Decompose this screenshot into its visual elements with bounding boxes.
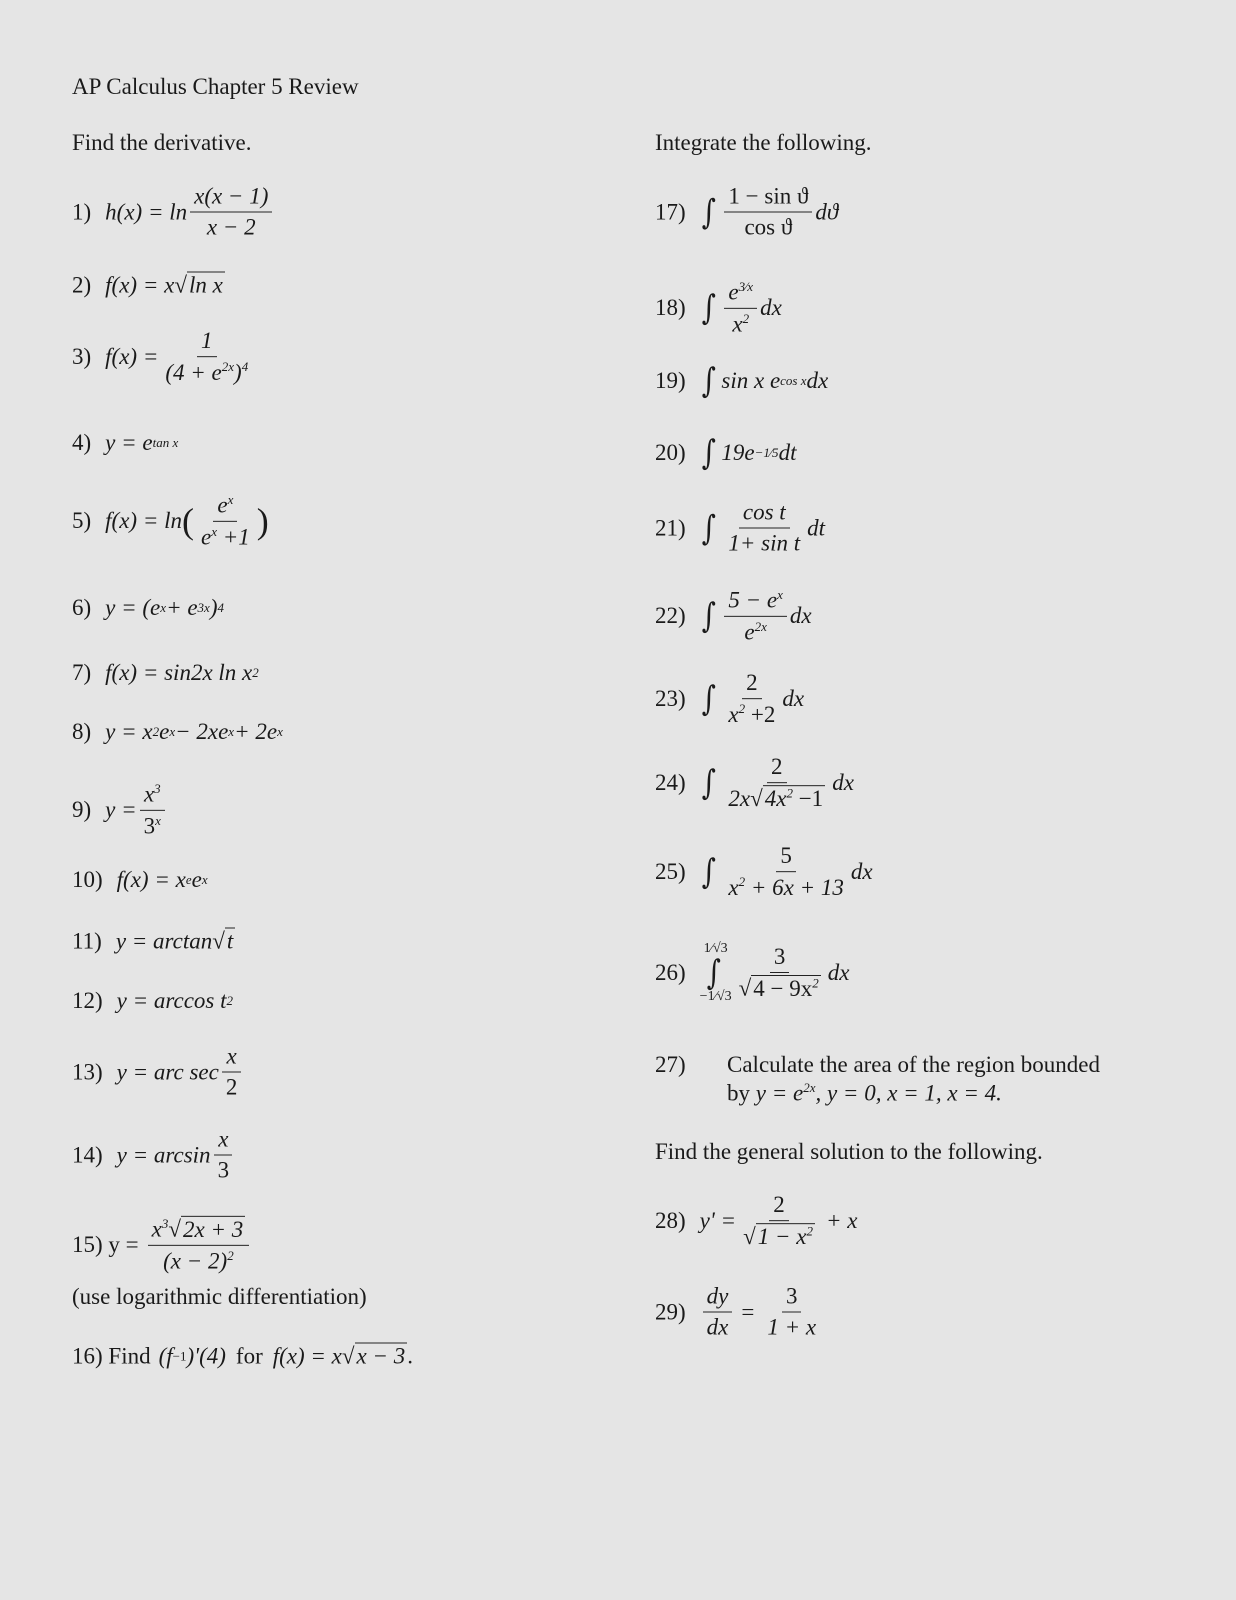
problem-number: 28) [655, 1208, 686, 1233]
d-end: +2 [745, 701, 776, 727]
paren: ) [234, 359, 242, 385]
denominator [724, 872, 847, 901]
expr: f(x) = [105, 344, 159, 369]
denominator [735, 973, 825, 1002]
differential: dx [832, 770, 854, 795]
exp: x [277, 724, 283, 739]
expr: y = arc sec [116, 1059, 219, 1084]
expr: f(x) = sin2x ln x [105, 660, 253, 685]
radicand: 2x + 3 [182, 1216, 244, 1242]
section-heading-derivative: Find the derivative. [72, 130, 252, 155]
denominator [728, 309, 753, 338]
problem-13 [72, 1044, 244, 1101]
problem-number: 5) [72, 508, 92, 533]
d-end: +1 [217, 524, 250, 550]
differential: dt [807, 515, 826, 540]
denominator [197, 522, 254, 551]
numerator [140, 781, 165, 811]
word-by: by [727, 1080, 750, 1106]
radicand: x − 3 [356, 1343, 406, 1369]
expr: y = e [105, 430, 153, 455]
exp: x [160, 600, 167, 615]
integral-icon: ∫ [706, 953, 721, 993]
problem-3 [72, 328, 255, 386]
lower-limit: −1⁄√3 [699, 989, 732, 1004]
d: (x − 2) [163, 1248, 228, 1274]
exp: 3 [161, 1215, 169, 1231]
exp: 3⁄x [738, 278, 754, 294]
differential: dt [778, 440, 797, 465]
problem-11 [72, 928, 235, 955]
problem-26 [655, 942, 849, 1004]
sqrt-icon: √ [738, 975, 752, 1001]
problem-number: 13) [72, 1059, 103, 1084]
numerator: x(x − 1) [190, 184, 272, 213]
exp: x [211, 523, 217, 539]
problem-14 [72, 1127, 236, 1184]
problem-number: 25) [655, 859, 686, 884]
problem-28 [655, 1192, 857, 1250]
page-title: AP Calculus Chapter 5 Review [72, 74, 359, 99]
problem-15 [72, 1216, 252, 1274]
section-heading-general-solution: Find the general solution to the following. [655, 1139, 1043, 1164]
power: 4 [217, 600, 224, 615]
differential: dx [850, 859, 873, 884]
numerator: 3 [770, 944, 790, 973]
problem-number: 15) y = [72, 1232, 139, 1257]
fraction [148, 1216, 250, 1274]
problem-number: 1) [72, 199, 92, 224]
n: e [217, 492, 228, 518]
numerator: 2 [742, 670, 762, 699]
expr: f(x) = x [116, 867, 186, 892]
exp: 2 [786, 785, 793, 801]
denominator [740, 617, 771, 646]
expr: y' = [699, 1208, 737, 1233]
problem-10 [72, 867, 208, 893]
sqrt-icon: √ [212, 928, 225, 953]
radicand: 4x [764, 785, 787, 811]
integral-icon: ∫ [701, 763, 716, 803]
numerator [724, 279, 757, 309]
n: x [143, 781, 155, 807]
denominator [159, 1246, 238, 1275]
integral-limits [700, 942, 732, 1004]
exp: −1⁄5 [754, 445, 779, 460]
radicand: t [226, 928, 234, 954]
section-heading-integrate: Integrate the following. [655, 130, 872, 155]
exp: 2 [812, 975, 819, 991]
d-end: + 6x + 13 [745, 874, 844, 900]
problem-7 [72, 660, 259, 686]
problem-9 [72, 781, 168, 839]
d: e [201, 524, 212, 550]
expr: (f [158, 1343, 173, 1368]
radicand-end: −1 [792, 785, 824, 811]
sqrt-icon: √ [743, 1223, 756, 1249]
d: x [728, 701, 739, 727]
numerator: 1 [197, 328, 217, 357]
problem-27-line2 [727, 1080, 1002, 1107]
denominator [724, 699, 779, 728]
fraction [197, 492, 254, 550]
exp: cos x [780, 373, 807, 388]
radicand: 4 − 9x [753, 975, 813, 1001]
denominator [140, 811, 165, 840]
expr: y = arcsin [116, 1142, 211, 1167]
expr: e [159, 719, 170, 744]
differential: dx [760, 295, 782, 320]
numerator: 1 − sin ϑ [724, 184, 812, 213]
integral-icon: ∫ [701, 433, 716, 473]
sqrt-icon: √ [174, 272, 187, 297]
fraction [724, 670, 779, 728]
numerator: x [222, 1044, 240, 1073]
denominator: 2 [225, 1074, 238, 1100]
problem-number: 6) [72, 595, 92, 620]
problem-number: 20) [655, 440, 686, 465]
upper-limit: 1⁄√3 [703, 941, 728, 956]
problem-29 [655, 1284, 823, 1341]
fraction [724, 279, 757, 337]
expr: y = x [105, 719, 153, 744]
problem-20 [655, 433, 796, 473]
integral-icon: ∫ [701, 508, 716, 548]
fraction [724, 754, 829, 812]
denominator [161, 357, 252, 386]
exp: tan x [152, 435, 179, 450]
problem-number: 2) [72, 272, 92, 297]
fraction [735, 944, 825, 1002]
problem-number: 17) [655, 199, 686, 224]
problem-5: 5) f(x) = ln ( $\frac{e^x}{e^x +1}$ ) [72, 491, 269, 550]
problem-number: 22) [655, 603, 686, 628]
exp: 2 [152, 724, 160, 739]
numerator: dy [703, 1284, 733, 1313]
differential: dx [789, 603, 812, 628]
fraction [724, 587, 787, 645]
integral-icon: ∫ [701, 288, 716, 328]
expr: − 2xe [175, 719, 229, 744]
fraction [724, 500, 804, 557]
sqrt-icon: √ [168, 1216, 181, 1242]
denominator: 3 [217, 1157, 230, 1183]
period: . [407, 1343, 413, 1368]
integral-icon: ∫ [701, 596, 716, 636]
problem-27-line1: Calculate the area of the region bounded [727, 1052, 1100, 1077]
expr: + x [825, 1208, 858, 1233]
problem-number: 21) [655, 515, 686, 540]
d: e [744, 619, 755, 645]
problem-number: 9) [72, 797, 92, 822]
integral-icon: ∫ [701, 679, 716, 719]
denominator [724, 783, 829, 812]
exp: x [227, 491, 234, 507]
problem-12 [72, 988, 233, 1014]
exp: 2 [226, 993, 234, 1008]
exp: 3 [154, 780, 161, 796]
differential: dx [806, 368, 829, 393]
denominator: 1+ sin t [728, 530, 801, 556]
problem-15-note: (use logarithmic differentiation) [72, 1284, 367, 1309]
numerator: cos t [739, 500, 790, 529]
exp: x [155, 812, 161, 828]
expr: h(x) = ln [105, 199, 188, 224]
radicand: ln x [188, 272, 223, 298]
expr: )'(4) [186, 1343, 226, 1368]
numerator [148, 1216, 250, 1246]
numerator: 2 [767, 754, 787, 783]
exp: x [228, 724, 235, 739]
expr: 19e [721, 440, 755, 465]
fraction [214, 1127, 234, 1184]
numerator: 3 [782, 1284, 802, 1313]
d: 3 [143, 813, 156, 839]
exp: 2 [252, 665, 259, 680]
fraction [222, 1044, 242, 1101]
radicand: 1 − x [757, 1223, 807, 1249]
problem-number: 26) [655, 960, 686, 985]
differential: dϑ [815, 199, 839, 224]
problem-number: 11) [72, 928, 102, 953]
problem-number: 24) [655, 770, 686, 795]
numerator: 5 [776, 843, 796, 872]
n: x [151, 1216, 162, 1242]
exp: 2 [227, 1247, 234, 1263]
integral-icon: ∫ [701, 361, 716, 401]
expr: f(x) = ln [105, 508, 182, 533]
problem-18 [655, 279, 782, 337]
expr: y = e [755, 1080, 804, 1106]
problem-22 [655, 587, 812, 645]
numerator: x [214, 1127, 232, 1156]
problem-23 [655, 670, 804, 728]
problem-21 [655, 500, 825, 557]
fraction [724, 843, 847, 901]
problem-number: 19) [655, 368, 686, 393]
differential: dx [827, 960, 850, 985]
exp: 2x [754, 618, 767, 634]
problem-number: 18) [655, 295, 686, 320]
fraction [190, 184, 272, 241]
exp: 2x [221, 359, 235, 375]
problem-number: 8) [72, 719, 92, 744]
exp: x [201, 872, 208, 887]
d: 2x [728, 785, 751, 811]
n: e [728, 279, 739, 305]
fraction [161, 328, 252, 386]
denominator: 1 + x [767, 1314, 817, 1340]
equals: = [741, 1299, 755, 1324]
n: 5 − e [728, 587, 778, 613]
sqrt-icon: √ [341, 1343, 355, 1368]
expr: y = arccos t [116, 988, 227, 1013]
exp: e [185, 872, 192, 887]
problem-number: 16) Find [72, 1343, 151, 1368]
power: 4 [241, 359, 249, 375]
fraction [724, 184, 812, 241]
exp: x [777, 586, 783, 602]
fraction [140, 781, 165, 839]
fraction [763, 1284, 820, 1341]
problem-2 [72, 272, 225, 299]
integral-icon: ∫ [701, 852, 716, 892]
problem-19 [655, 361, 828, 401]
problem-number: 12) [72, 988, 103, 1013]
exp: 2x [803, 1080, 816, 1095]
problem-number: 14) [72, 1142, 103, 1167]
exp: 3x [197, 600, 210, 615]
expr: f(x) = x [272, 1343, 342, 1368]
numerator: 2 [769, 1192, 789, 1221]
expr: , y = 0, x = 1, x = 4. [815, 1080, 1002, 1106]
fraction [739, 1192, 819, 1250]
differential: dx [782, 686, 805, 711]
problem-17 [655, 184, 838, 241]
d: x [728, 874, 739, 900]
exp: 2 [742, 310, 750, 326]
exp: −1 [172, 1348, 187, 1363]
problem-number: 3) [72, 344, 92, 369]
exp: 2 [806, 1223, 813, 1239]
denominator [739, 1221, 819, 1250]
problem-24 [655, 754, 854, 812]
expr: f(x) = x [105, 272, 175, 297]
problem-number: 7) [72, 660, 92, 685]
expr: sin x e [721, 368, 781, 393]
denominator: cos ϑ [744, 214, 793, 240]
problem-16 [72, 1343, 413, 1370]
d: x [732, 311, 743, 337]
expr: + 2e [234, 719, 278, 744]
numerator [213, 492, 237, 522]
denominator: dx [706, 1314, 729, 1340]
denominator: x − 2 [206, 214, 256, 240]
numerator [724, 587, 787, 617]
problem-number: 23) [655, 686, 686, 711]
expr: + e [166, 595, 198, 620]
paren: ) [209, 595, 218, 620]
problem-number: 10) [72, 867, 103, 892]
exp: 2 [738, 874, 746, 890]
expr: y = arctan [115, 928, 213, 953]
problem-27-number: 27) [655, 1052, 686, 1077]
problem-25 [655, 843, 873, 901]
integral-icon: ∫ [701, 192, 716, 232]
denom-base: (4 + e [165, 359, 222, 385]
problem-6 [72, 595, 224, 621]
problem-number: 4) [72, 430, 92, 455]
expr: y = (e [105, 595, 161, 620]
fraction [703, 1284, 733, 1341]
exp: x [169, 724, 176, 739]
sqrt-icon: √ [750, 785, 763, 811]
word-for: for [235, 1343, 263, 1368]
expr: y = [105, 797, 137, 822]
exp: 2 [738, 701, 746, 717]
problem-8 [72, 719, 283, 745]
expr: e [191, 867, 202, 892]
problem-4 [72, 430, 178, 456]
problem-1 [72, 184, 275, 241]
problem-number: 29) [655, 1299, 686, 1324]
